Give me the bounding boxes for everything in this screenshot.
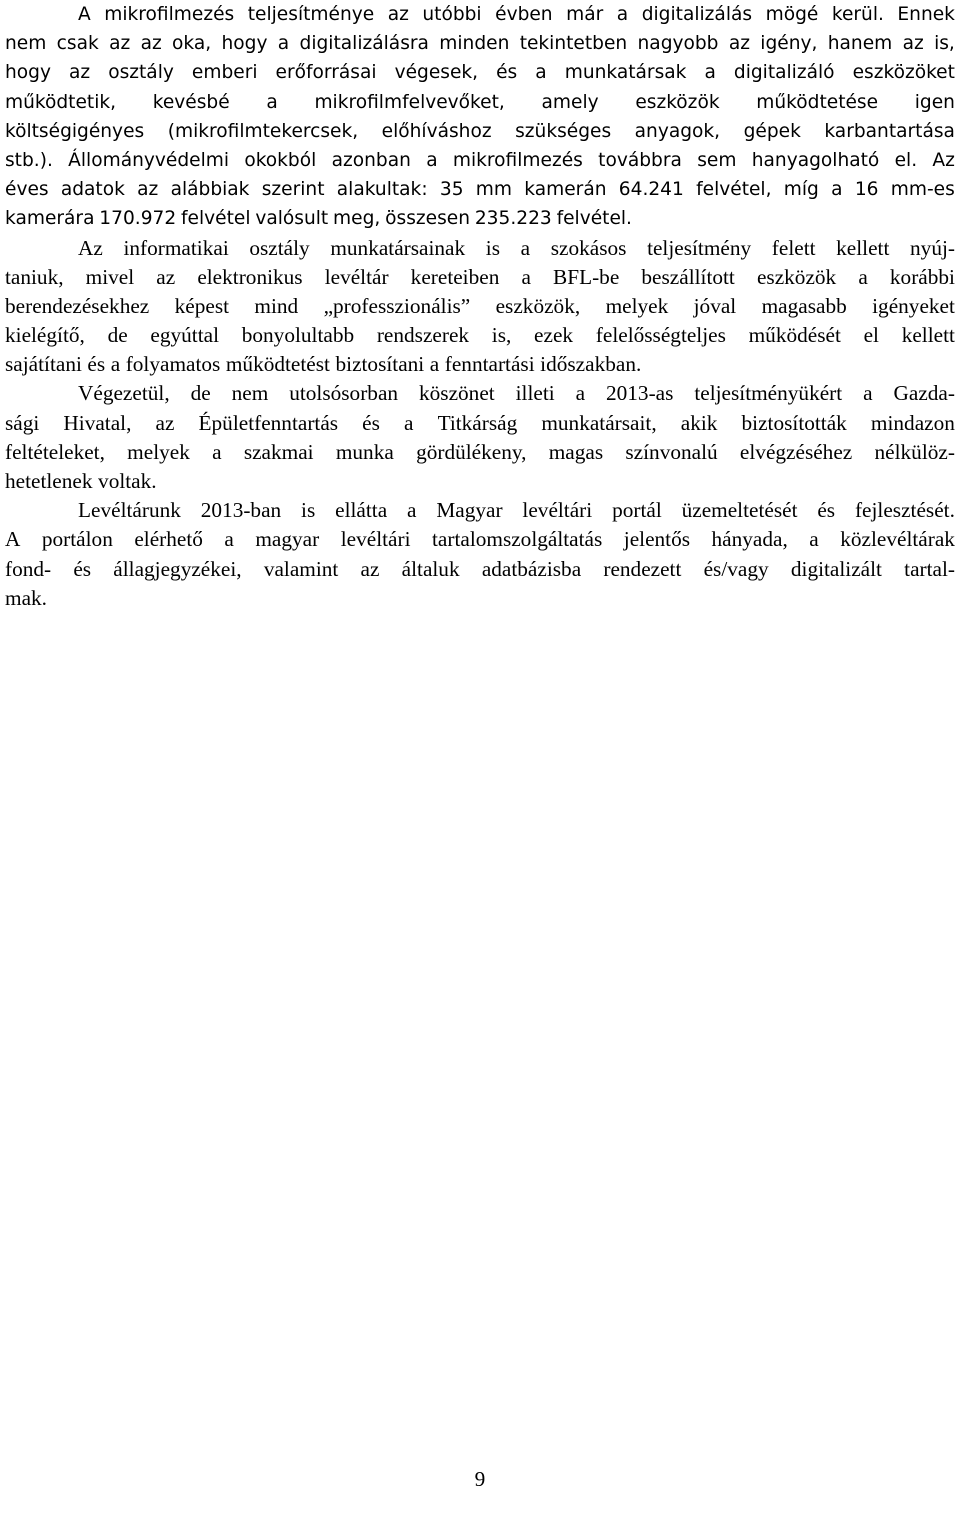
- text-line: nem csak az az oka, hogy a digitalizálásra minden tekintetben nagyobb az igény, hanem az is,: [5, 33, 955, 55]
- text-line: költségigényes (mikrofilmtekercsek, előhíváshoz szükséges anyagok, gépek karbantartása: [5, 120, 955, 142]
- text-line: Végezetül, de nem utolsósorban köszönet illeti a 2013-as teljesítményükért a Gazda-: [78, 381, 955, 406]
- paragraph: [5, 234, 955, 380]
- text-line: sajátítani és a folyamatos működtetést biztosítani a fenntartási időszakban.: [5, 352, 642, 377]
- text-line: fond- és állagjegyzékei, valamint az általuk adatbázisba rendezett és/vagy digitalizált tartal-: [5, 556, 955, 581]
- text-line: Az informatikai osztály munkatársainak is a szokásos teljesítmény felett kellett nyúj-: [78, 235, 955, 260]
- text-line: működtetik, kevésbé a mikrofilmfelvevőket, amely eszközök működtetése igen: [5, 91, 955, 113]
- text-line: berendezésekhez képest mind „professzionális” eszközök, melyek jóval magasabb igényeket: [5, 293, 955, 318]
- text-line: stb.). Állományvédelmi okokból azonban a mikrofilmezés továbbra sem hanyagolható el. Az: [5, 149, 955, 171]
- text-line: kielégítő, de egyúttal bonyolultabb rendszerek is, ezek felelősségteljes működését el kellett: [5, 323, 955, 348]
- paragraph: [5, 379, 955, 496]
- text-line: A portálon elérhető a magyar levéltári tartalomszolgáltatás jelentős hányada, a közlevéltárak: [5, 527, 955, 552]
- text-line: hogy az osztály emberi erőforrásai végesek, és a munkatársak a digitalizáló eszközöket: [5, 62, 955, 84]
- text-line: Levéltárunk 2013-ban is ellátta a Magyar levéltári portál üzemeltetését és fejlesztését.: [78, 498, 955, 523]
- text-line: hetetlenek voltak.: [5, 469, 157, 493]
- document-body: [5, 0, 955, 613]
- text-line: éves adatok az alábbiak szerint alakultak: 35 mm kamerán 64.241 felvétel, míg a 16 mm-es: [5, 179, 955, 201]
- text-line: taniuk, mivel az elektronikus levéltár kereteiben a BFL-be beszállított eszközök a korábbi: [5, 264, 955, 289]
- paragraph: [5, 0, 955, 234]
- paragraph: [5, 496, 955, 613]
- text-line: A mikrofilmezés teljesítménye az utóbbi évben már a digitalizálás mögé kerül. Ennek: [78, 4, 955, 25]
- text-line: feltételeket, melyek a szakmai munka gördülékeny, magas színvonalú elvégzéséhez nélkülöz-: [5, 439, 955, 464]
- text-line: kamerára 170.972 felvétel valósult meg, összesen 235.223 felvétel.: [5, 208, 632, 230]
- page-number: 9: [474, 1467, 486, 1491]
- text-line: sági Hivatal, az Épületfenntartás és a Titkárság munkatársait, akik biztosították mindazon: [5, 410, 955, 435]
- text-line: mak.: [5, 585, 47, 610]
